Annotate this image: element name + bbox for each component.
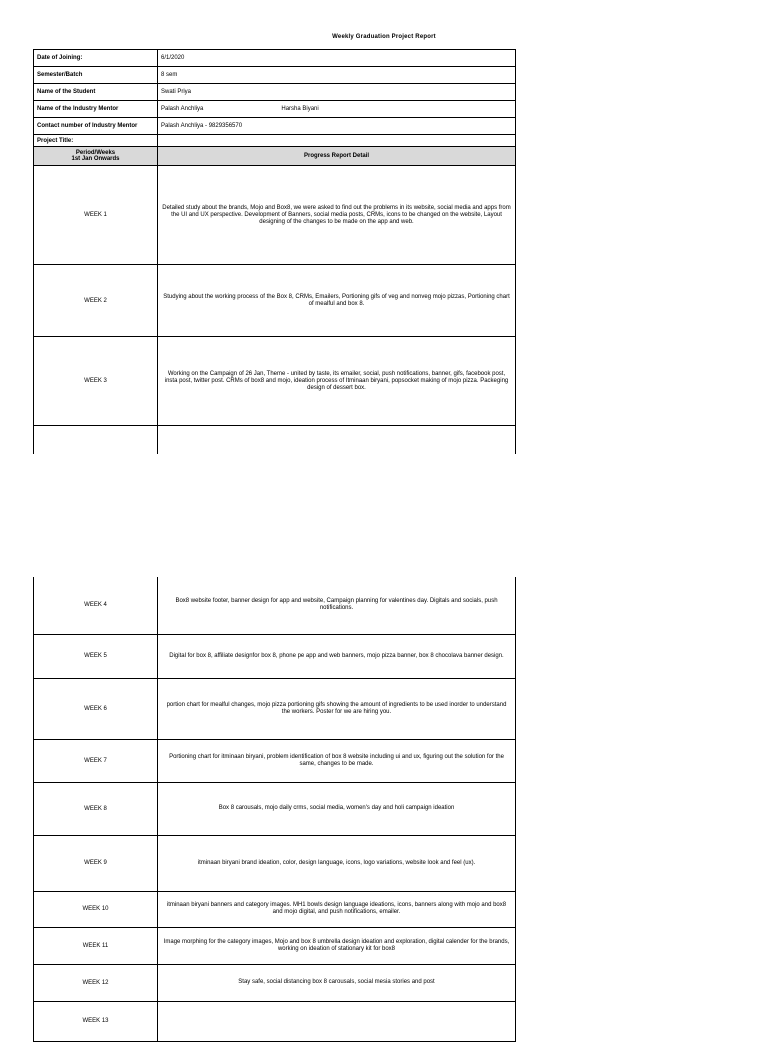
week-label: WEEK 5 (34, 634, 158, 678)
student-label: Name of the Student (34, 84, 158, 101)
table-row (34, 739, 516, 782)
info-row-student (34, 84, 516, 101)
week-label: WEEK 3 (34, 337, 158, 426)
table-row (34, 577, 516, 634)
table-row-cut (34, 426, 516, 454)
detail-header: Progress Report Detail (158, 147, 516, 166)
week-detail: Box 8 carousals, mojo daily crms, social media, women's day and holi campaign ideation (158, 782, 516, 835)
week-label: WEEK 13 (34, 1001, 158, 1041)
info-row-semester (34, 67, 516, 84)
table-row (34, 678, 516, 739)
info-row-project (34, 135, 516, 147)
table-row (34, 265, 516, 337)
table-row (34, 634, 516, 678)
week-label: WEEK 10 (34, 891, 158, 927)
report-title: Weekly Graduation Project Report (332, 34, 436, 40)
week-detail: Stay safe, social distancing box 8 carousals, social mesia stories and post (158, 964, 516, 1001)
week-detail: itminaan biryani banners and category images. MH1 bowls design language ideations, icons, banners along with mojo and box8 and mojo digital, and push notifications, emailer. (158, 891, 516, 927)
date-value: 6/1/2020 (158, 50, 516, 67)
week-detail: Image morphing for the category images, Mojo and box 8 umbrella design ideation and exploration, digital calender for the brands, working on ideation of stationary kit for box8 (158, 927, 516, 964)
week-label: WEEK 12 (34, 964, 158, 1001)
semester-value: 8 sem (158, 67, 516, 84)
week-label: WEEK 9 (34, 835, 158, 891)
table-row (34, 166, 516, 265)
project-value (158, 135, 516, 147)
table-row (34, 782, 516, 835)
week-detail: Studying about the working process of the Box 8, CRMs, Emailers, Portioning gifs of veg and nonveg mojo pizzas, Portioning chart of mealful and box 8. (158, 265, 516, 337)
info-row-contact (34, 118, 516, 135)
date-label: Date of Joining: (34, 50, 158, 67)
week-detail: Digital for box 8, affiliate designfor box 8, phone pe app and web banners, mojo pizza banner, box 8 chocolava banner design. (158, 634, 516, 678)
project-label: Project Title: (34, 135, 158, 147)
table-row (34, 835, 516, 891)
table-row (34, 927, 516, 964)
week-detail (158, 1001, 516, 1041)
table-row (34, 337, 516, 426)
report-table-page-2 (33, 577, 516, 1042)
mentor-label: Name of the Industry Mentor (34, 101, 158, 118)
week-label (34, 426, 158, 454)
table-row (34, 1001, 516, 1041)
week-detail: portion chart for mealful changes, mojo pizza portioning gifs showing the amount of ingredients to be used inorder to understand the workers. Poster for we are hiring you. (158, 678, 516, 739)
period-header-line2: 1st Jan Onwards (71, 156, 120, 162)
period-header-line1: Period/Weeks (75, 150, 116, 156)
mentor-value (158, 101, 516, 118)
contact-label: Contact number of Industry Mentor (34, 118, 158, 135)
contact-value: Palash Anchliya - 9829356570 (158, 118, 516, 135)
table-row (34, 891, 516, 927)
info-row-mentor (34, 101, 516, 118)
semester-label: Semester/Batch (34, 67, 158, 84)
table-row (34, 964, 516, 1001)
mentor-name-2: Harsha Biyani (281, 106, 319, 112)
mentor-name-1: Palash Anchliya (161, 106, 204, 112)
report-table-page-1 (33, 49, 516, 454)
week-detail (158, 426, 516, 454)
table-header (34, 147, 516, 166)
week-label: WEEK 8 (34, 782, 158, 835)
week-label: WEEK 6 (34, 678, 158, 739)
week-detail: Box8 website footer, banner design for app and website, Campaign planning for valentines day. Digitals and socials, push notifications. (158, 577, 516, 634)
week-label: WEEK 1 (34, 166, 158, 265)
week-label: WEEK 7 (34, 739, 158, 782)
period-header (34, 147, 158, 166)
week-detail: Working on the Campaign of 26 Jan, Theme - united by taste, its emailer, social, push notifications, banner, gifs, facebook post, insta post, twitter post. CRMs of box8 and mojo, ideation process of Itminaan biryani, popsocket making of mojo pizza. Packeging design of dessert box. (158, 337, 516, 426)
week-label: WEEK 11 (34, 927, 158, 964)
week-detail: itminaan biryani brand ideation, color, design language, icons, logo variations, website look and feel (ux). (158, 835, 516, 891)
week-detail: Detailed study about the brands, Mojo and Box8, we were asked to find out the problems in its website, social media and apps from the UI and UX perspective. Development of Banners, social media posts, CRMs, icons to be changed on the website, Layout designing of the changes to be made on the app and web. (158, 166, 516, 265)
info-row-date (34, 50, 516, 67)
week-detail: Portioning chart for itminaan biryani, problem identification of box 8 website including ui and ux, figuring out the solution for the same, changes to be made. (158, 739, 516, 782)
student-value: Swati Priya (158, 84, 516, 101)
week-label: WEEK 2 (34, 265, 158, 337)
week-label: WEEK 4 (34, 577, 158, 634)
